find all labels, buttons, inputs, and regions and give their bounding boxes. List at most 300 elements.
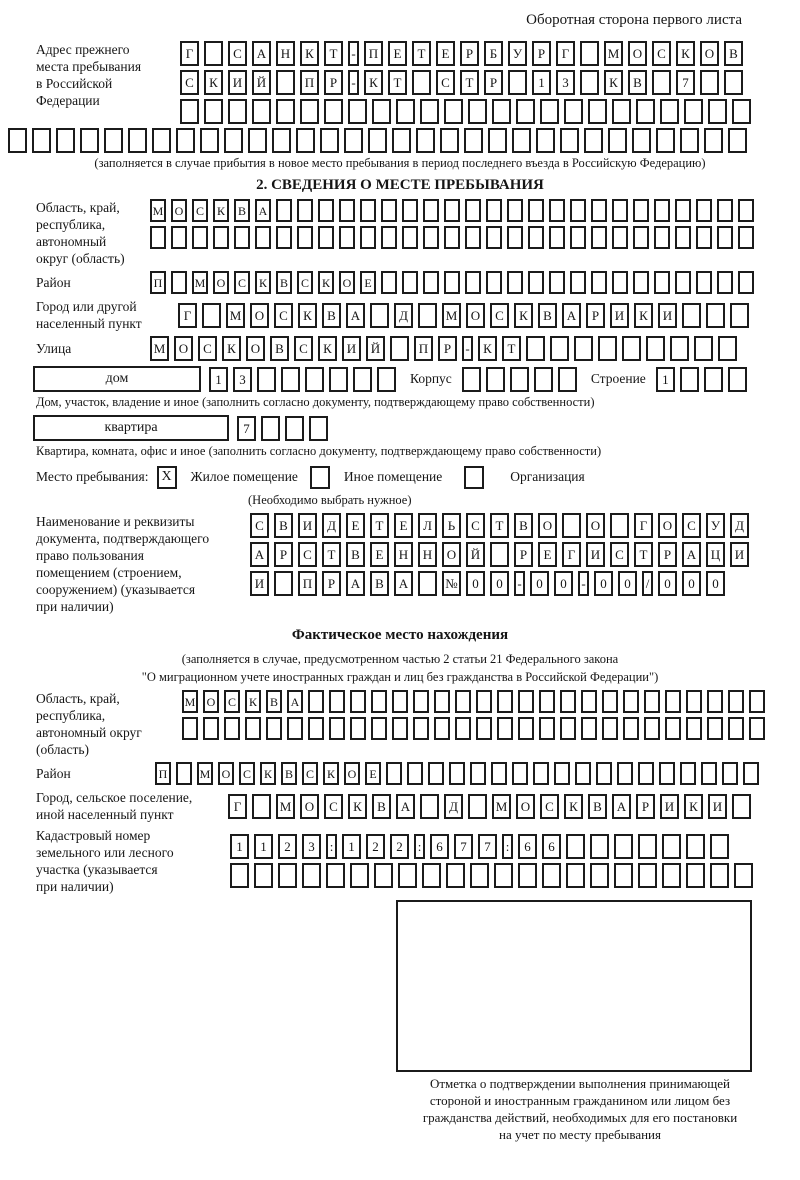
char-cell[interactable]: Р — [322, 571, 341, 596]
char-cell[interactable] — [446, 863, 465, 888]
char-cell[interactable] — [297, 226, 313, 249]
char-cell[interactable] — [638, 762, 654, 785]
char-cell[interactable] — [686, 690, 702, 713]
char-cell[interactable]: А — [250, 542, 269, 567]
char-cell[interactable] — [300, 99, 319, 124]
char-cell[interactable] — [728, 367, 747, 392]
char-cell[interactable] — [665, 690, 681, 713]
char-cell[interactable] — [486, 271, 502, 294]
char-cell[interactable]: К — [348, 794, 367, 819]
char-cell[interactable] — [224, 128, 243, 153]
char-cell[interactable] — [202, 303, 221, 328]
char-cell[interactable] — [654, 226, 670, 249]
doc-row-1[interactable] — [250, 513, 749, 538]
char-cell[interactable]: К — [260, 762, 276, 785]
char-cell[interactable] — [8, 128, 27, 153]
char-cell[interactable]: - — [348, 70, 359, 95]
char-cell[interactable] — [200, 128, 219, 153]
char-cell[interactable]: О — [344, 762, 360, 785]
dom-cells[interactable] — [209, 367, 396, 392]
char-cell[interactable]: Н — [276, 41, 295, 66]
char-cell[interactable]: В — [724, 41, 743, 66]
char-cell[interactable] — [724, 70, 743, 95]
char-cell[interactable] — [534, 367, 553, 392]
char-cell[interactable]: X — [157, 466, 177, 489]
char-cell[interactable] — [533, 762, 549, 785]
char-cell[interactable]: Н — [418, 542, 437, 567]
char-cell[interactable]: У — [706, 513, 725, 538]
char-cell[interactable]: Т — [490, 513, 509, 538]
char-cell[interactable] — [558, 367, 577, 392]
char-cell[interactable] — [590, 834, 609, 859]
char-cell[interactable] — [528, 226, 544, 249]
char-cell[interactable]: К — [204, 70, 223, 95]
char-cell[interactable] — [371, 717, 387, 740]
char-cell[interactable]: М — [182, 690, 198, 713]
char-cell[interactable] — [623, 690, 639, 713]
char-cell[interactable]: С — [297, 271, 313, 294]
char-cell[interactable]: Т — [634, 542, 653, 567]
char-cell[interactable]: 0 — [618, 571, 637, 596]
char-cell[interactable]: С — [239, 762, 255, 785]
char-cell[interactable]: 6 — [430, 834, 449, 859]
char-cell[interactable]: К — [323, 762, 339, 785]
char-cell[interactable] — [320, 128, 339, 153]
char-cell[interactable] — [310, 466, 330, 489]
char-cell[interactable] — [276, 226, 292, 249]
char-cell[interactable]: И — [586, 542, 605, 567]
char-cell[interactable] — [32, 128, 51, 153]
char-cell[interactable]: Е — [394, 513, 413, 538]
oblast-row-2[interactable] — [150, 226, 754, 249]
char-cell[interactable] — [492, 99, 511, 124]
char-cell[interactable]: С — [250, 513, 269, 538]
char-cell[interactable] — [549, 226, 565, 249]
char-cell[interactable] — [539, 717, 555, 740]
char-cell[interactable]: С — [234, 271, 250, 294]
char-cell[interactable]: - — [514, 571, 525, 596]
char-cell[interactable] — [80, 128, 99, 153]
char-cell[interactable]: М — [150, 199, 166, 222]
prev-address-row-1[interactable] — [180, 41, 751, 66]
char-cell[interactable] — [694, 336, 713, 361]
char-cell[interactable] — [224, 717, 240, 740]
char-cell[interactable] — [350, 690, 366, 713]
char-cell[interactable]: С — [274, 303, 293, 328]
char-cell[interactable] — [701, 762, 717, 785]
char-cell[interactable] — [326, 863, 345, 888]
char-cell[interactable]: 6 — [518, 834, 537, 859]
char-cell[interactable]: / — [642, 571, 653, 596]
char-cell[interactable]: К — [298, 303, 317, 328]
char-cell[interactable] — [464, 466, 484, 489]
char-cell[interactable] — [590, 863, 609, 888]
char-cell[interactable] — [497, 717, 513, 740]
char-cell[interactable]: Г — [178, 303, 197, 328]
char-cell[interactable] — [423, 226, 439, 249]
char-cell[interactable]: П — [150, 271, 166, 294]
char-cell[interactable]: С — [180, 70, 199, 95]
char-cell[interactable] — [564, 99, 583, 124]
char-cell[interactable] — [644, 717, 660, 740]
char-cell[interactable] — [213, 226, 229, 249]
char-cell[interactable]: О — [700, 41, 719, 66]
char-cell[interactable]: И — [660, 794, 679, 819]
char-cell[interactable]: А — [346, 303, 365, 328]
char-cell[interactable] — [633, 226, 649, 249]
char-cell[interactable]: С — [436, 70, 455, 95]
char-cell[interactable] — [718, 336, 737, 361]
char-cell[interactable]: Е — [538, 542, 557, 567]
char-cell[interactable] — [234, 226, 250, 249]
char-cell[interactable] — [652, 70, 671, 95]
char-cell[interactable] — [623, 717, 639, 740]
char-cell[interactable]: 1 — [254, 834, 273, 859]
char-cell[interactable]: Т — [412, 41, 431, 66]
char-cell[interactable] — [407, 762, 423, 785]
char-cell[interactable]: О — [628, 41, 647, 66]
char-cell[interactable] — [308, 717, 324, 740]
char-cell[interactable] — [176, 762, 192, 785]
char-cell[interactable]: В — [628, 70, 647, 95]
char-cell[interactable] — [510, 367, 529, 392]
char-cell[interactable] — [339, 226, 355, 249]
char-cell[interactable] — [255, 226, 271, 249]
char-cell[interactable]: О — [218, 762, 234, 785]
raion-row[interactable] — [150, 271, 754, 294]
char-cell[interactable]: Ц — [706, 542, 725, 567]
char-cell[interactable]: 2 — [390, 834, 409, 859]
char-cell[interactable] — [644, 690, 660, 713]
fact-oblast-row-1[interactable] — [182, 690, 765, 713]
char-cell[interactable] — [738, 199, 754, 222]
char-cell[interactable] — [732, 794, 751, 819]
char-cell[interactable]: 7 — [237, 416, 256, 441]
char-cell[interactable]: Р — [274, 542, 293, 567]
char-cell[interactable]: - — [348, 41, 359, 66]
char-cell[interactable]: 0 — [466, 571, 485, 596]
char-cell[interactable] — [381, 271, 397, 294]
char-cell[interactable]: Е — [436, 41, 455, 66]
char-cell[interactable] — [512, 762, 528, 785]
char-cell[interactable] — [675, 199, 691, 222]
char-cell[interactable] — [516, 99, 535, 124]
char-cell[interactable] — [633, 271, 649, 294]
char-cell[interactable] — [570, 271, 586, 294]
char-cell[interactable] — [455, 717, 471, 740]
char-cell[interactable] — [468, 99, 487, 124]
kadastr-row-1[interactable] — [230, 834, 753, 859]
char-cell[interactable] — [670, 336, 689, 361]
char-cell[interactable] — [257, 367, 276, 392]
char-cell[interactable] — [686, 834, 705, 859]
char-cell[interactable]: В — [276, 271, 292, 294]
char-cell[interactable]: 0 — [554, 571, 573, 596]
char-cell[interactable] — [374, 863, 393, 888]
char-cell[interactable] — [654, 271, 670, 294]
char-cell[interactable] — [646, 336, 665, 361]
char-cell[interactable] — [728, 717, 744, 740]
char-cell[interactable] — [570, 226, 586, 249]
char-cell[interactable]: Н — [394, 542, 413, 567]
korpus-cells[interactable] — [462, 367, 577, 392]
char-cell[interactable]: О — [213, 271, 229, 294]
char-cell[interactable] — [732, 99, 751, 124]
char-cell[interactable] — [302, 863, 321, 888]
char-cell[interactable] — [266, 717, 282, 740]
char-cell[interactable]: : — [326, 834, 337, 859]
char-cell[interactable]: И — [342, 336, 361, 361]
char-cell[interactable] — [566, 863, 585, 888]
char-cell[interactable]: Т — [460, 70, 479, 95]
char-cell[interactable]: Г — [556, 41, 575, 66]
char-cell[interactable]: 0 — [530, 571, 549, 596]
char-cell[interactable]: К — [604, 70, 623, 95]
doc-row-3[interactable] — [250, 571, 749, 596]
char-cell[interactable]: О — [246, 336, 265, 361]
char-cell[interactable]: О — [516, 794, 535, 819]
char-cell[interactable]: 7 — [454, 834, 473, 859]
char-cell[interactable] — [468, 794, 487, 819]
char-cell[interactable] — [696, 271, 712, 294]
char-cell[interactable]: Р — [636, 794, 655, 819]
char-cell[interactable]: Е — [388, 41, 407, 66]
char-cell[interactable] — [738, 271, 754, 294]
char-cell[interactable]: О — [538, 513, 557, 538]
char-cell[interactable] — [518, 690, 534, 713]
char-cell[interactable] — [612, 99, 631, 124]
char-cell[interactable] — [550, 336, 569, 361]
char-cell[interactable] — [680, 367, 699, 392]
char-cell[interactable] — [749, 717, 765, 740]
char-cell[interactable]: 7 — [478, 834, 497, 859]
doc-row-2[interactable] — [250, 542, 749, 567]
char-cell[interactable] — [324, 99, 343, 124]
char-cell[interactable] — [465, 271, 481, 294]
char-cell[interactable] — [622, 336, 641, 361]
char-cell[interactable] — [276, 70, 295, 95]
char-cell[interactable]: С — [302, 762, 318, 785]
char-cell[interactable] — [402, 271, 418, 294]
char-cell[interactable] — [588, 99, 607, 124]
char-cell[interactable] — [717, 271, 733, 294]
char-cell[interactable]: 6 — [542, 834, 561, 859]
char-cell[interactable] — [464, 128, 483, 153]
char-cell[interactable] — [749, 690, 765, 713]
char-cell[interactable]: В — [274, 513, 293, 538]
char-cell[interactable] — [490, 542, 509, 567]
char-cell[interactable]: 2 — [278, 834, 297, 859]
char-cell[interactable]: В — [372, 794, 391, 819]
char-cell[interactable] — [708, 99, 727, 124]
char-cell[interactable] — [248, 128, 267, 153]
char-cell[interactable] — [350, 863, 369, 888]
char-cell[interactable] — [602, 690, 618, 713]
char-cell[interactable] — [416, 128, 435, 153]
char-cell[interactable]: 0 — [682, 571, 701, 596]
char-cell[interactable]: Р — [658, 542, 677, 567]
char-cell[interactable]: Л — [418, 513, 437, 538]
char-cell[interactable]: М — [442, 303, 461, 328]
char-cell[interactable]: Е — [360, 271, 376, 294]
char-cell[interactable] — [660, 99, 679, 124]
char-cell[interactable]: Г — [634, 513, 653, 538]
char-cell[interactable]: А — [346, 571, 365, 596]
char-cell[interactable] — [276, 99, 295, 124]
char-cell[interactable]: К — [676, 41, 695, 66]
char-cell[interactable] — [444, 226, 460, 249]
prev-address-row-4[interactable] — [8, 128, 800, 153]
char-cell[interactable]: Е — [365, 762, 381, 785]
char-cell[interactable] — [580, 70, 599, 95]
char-cell[interactable]: С — [490, 303, 509, 328]
char-cell[interactable]: 3 — [233, 367, 252, 392]
char-cell[interactable]: Р — [460, 41, 479, 66]
char-cell[interactable] — [305, 367, 324, 392]
char-cell[interactable]: О — [586, 513, 605, 538]
char-cell[interactable]: М — [604, 41, 623, 66]
dom-box[interactable]: дом — [33, 366, 201, 392]
char-cell[interactable]: 0 — [490, 571, 509, 596]
char-cell[interactable]: К — [318, 336, 337, 361]
char-cell[interactable] — [491, 762, 507, 785]
char-cell[interactable] — [329, 717, 345, 740]
char-cell[interactable] — [171, 226, 187, 249]
char-cell[interactable] — [638, 834, 657, 859]
char-cell[interactable] — [717, 226, 733, 249]
char-cell[interactable]: А — [252, 41, 271, 66]
char-cell[interactable]: И — [250, 571, 269, 596]
char-cell[interactable] — [386, 762, 402, 785]
char-cell[interactable]: - — [578, 571, 589, 596]
char-cell[interactable] — [396, 99, 415, 124]
char-cell[interactable] — [591, 226, 607, 249]
char-cell[interactable] — [434, 717, 450, 740]
char-cell[interactable] — [309, 416, 328, 441]
char-cell[interactable] — [371, 690, 387, 713]
stroenie-cells[interactable] — [656, 367, 747, 392]
char-cell[interactable]: В — [322, 303, 341, 328]
char-cell[interactable] — [700, 70, 719, 95]
char-cell[interactable] — [360, 226, 376, 249]
char-cell[interactable] — [353, 367, 372, 392]
char-cell[interactable]: К — [213, 199, 229, 222]
char-cell[interactable]: В — [281, 762, 297, 785]
char-cell[interactable] — [203, 717, 219, 740]
char-cell[interactable] — [560, 128, 579, 153]
char-cell[interactable] — [614, 834, 633, 859]
char-cell[interactable] — [420, 794, 439, 819]
kvartira-box[interactable]: квартира — [33, 415, 229, 441]
char-cell[interactable]: - — [462, 336, 473, 361]
char-cell[interactable] — [617, 762, 633, 785]
char-cell[interactable]: Т — [502, 336, 521, 361]
char-cell[interactable] — [444, 199, 460, 222]
char-cell[interactable] — [549, 199, 565, 222]
char-cell[interactable]: О — [339, 271, 355, 294]
char-cell[interactable]: : — [414, 834, 425, 859]
char-cell[interactable] — [488, 128, 507, 153]
char-cell[interactable]: К — [255, 271, 271, 294]
char-cell[interactable] — [734, 863, 753, 888]
char-cell[interactable] — [486, 226, 502, 249]
char-cell[interactable] — [682, 303, 701, 328]
char-cell[interactable]: А — [287, 690, 303, 713]
char-cell[interactable] — [507, 226, 523, 249]
char-cell[interactable]: 0 — [594, 571, 613, 596]
char-cell[interactable] — [549, 271, 565, 294]
char-cell[interactable] — [654, 199, 670, 222]
char-cell[interactable] — [539, 690, 555, 713]
char-cell[interactable] — [656, 128, 675, 153]
char-cell[interactable] — [423, 271, 439, 294]
char-cell[interactable]: В — [514, 513, 533, 538]
char-cell[interactable]: Й — [366, 336, 385, 361]
char-cell[interactable]: Р — [324, 70, 343, 95]
char-cell[interactable]: С — [466, 513, 485, 538]
char-cell[interactable]: У — [508, 41, 527, 66]
char-cell[interactable]: О — [658, 513, 677, 538]
char-cell[interactable] — [182, 717, 198, 740]
char-cell[interactable]: К — [684, 794, 703, 819]
char-cell[interactable] — [486, 199, 502, 222]
char-cell[interactable] — [318, 226, 334, 249]
char-cell[interactable]: И — [730, 542, 749, 567]
char-cell[interactable]: С — [610, 542, 629, 567]
char-cell[interactable] — [518, 717, 534, 740]
char-cell[interactable] — [706, 303, 725, 328]
char-cell[interactable] — [580, 41, 599, 66]
char-cell[interactable] — [150, 226, 166, 249]
char-cell[interactable] — [444, 271, 460, 294]
char-cell[interactable]: И — [610, 303, 629, 328]
char-cell[interactable] — [420, 99, 439, 124]
char-cell[interactable] — [570, 199, 586, 222]
char-cell[interactable] — [192, 226, 208, 249]
char-cell[interactable]: М — [197, 762, 213, 785]
char-cell[interactable]: № — [442, 571, 461, 596]
char-cell[interactable] — [584, 128, 603, 153]
char-cell[interactable] — [560, 690, 576, 713]
char-cell[interactable] — [536, 128, 555, 153]
char-cell[interactable]: К — [634, 303, 653, 328]
char-cell[interactable]: 7 — [676, 70, 695, 95]
char-cell[interactable] — [686, 717, 702, 740]
char-cell[interactable] — [402, 226, 418, 249]
char-cell[interactable] — [428, 762, 444, 785]
char-cell[interactable] — [680, 762, 696, 785]
char-cell[interactable] — [128, 128, 147, 153]
char-cell[interactable]: 0 — [658, 571, 677, 596]
char-cell[interactable] — [245, 717, 261, 740]
char-cell[interactable] — [329, 367, 348, 392]
char-cell[interactable] — [339, 199, 355, 222]
char-cell[interactable] — [528, 271, 544, 294]
char-cell[interactable]: С — [224, 690, 240, 713]
char-cell[interactable] — [633, 199, 649, 222]
char-cell[interactable]: И — [228, 70, 247, 95]
char-cell[interactable] — [659, 762, 675, 785]
char-cell[interactable]: 3 — [302, 834, 321, 859]
char-cell[interactable]: И — [298, 513, 317, 538]
char-cell[interactable] — [696, 226, 712, 249]
char-cell[interactable] — [738, 226, 754, 249]
char-cell[interactable]: 1 — [532, 70, 551, 95]
char-cell[interactable]: П — [155, 762, 171, 785]
char-cell[interactable] — [614, 863, 633, 888]
char-cell[interactable]: А — [255, 199, 271, 222]
char-cell[interactable] — [368, 128, 387, 153]
